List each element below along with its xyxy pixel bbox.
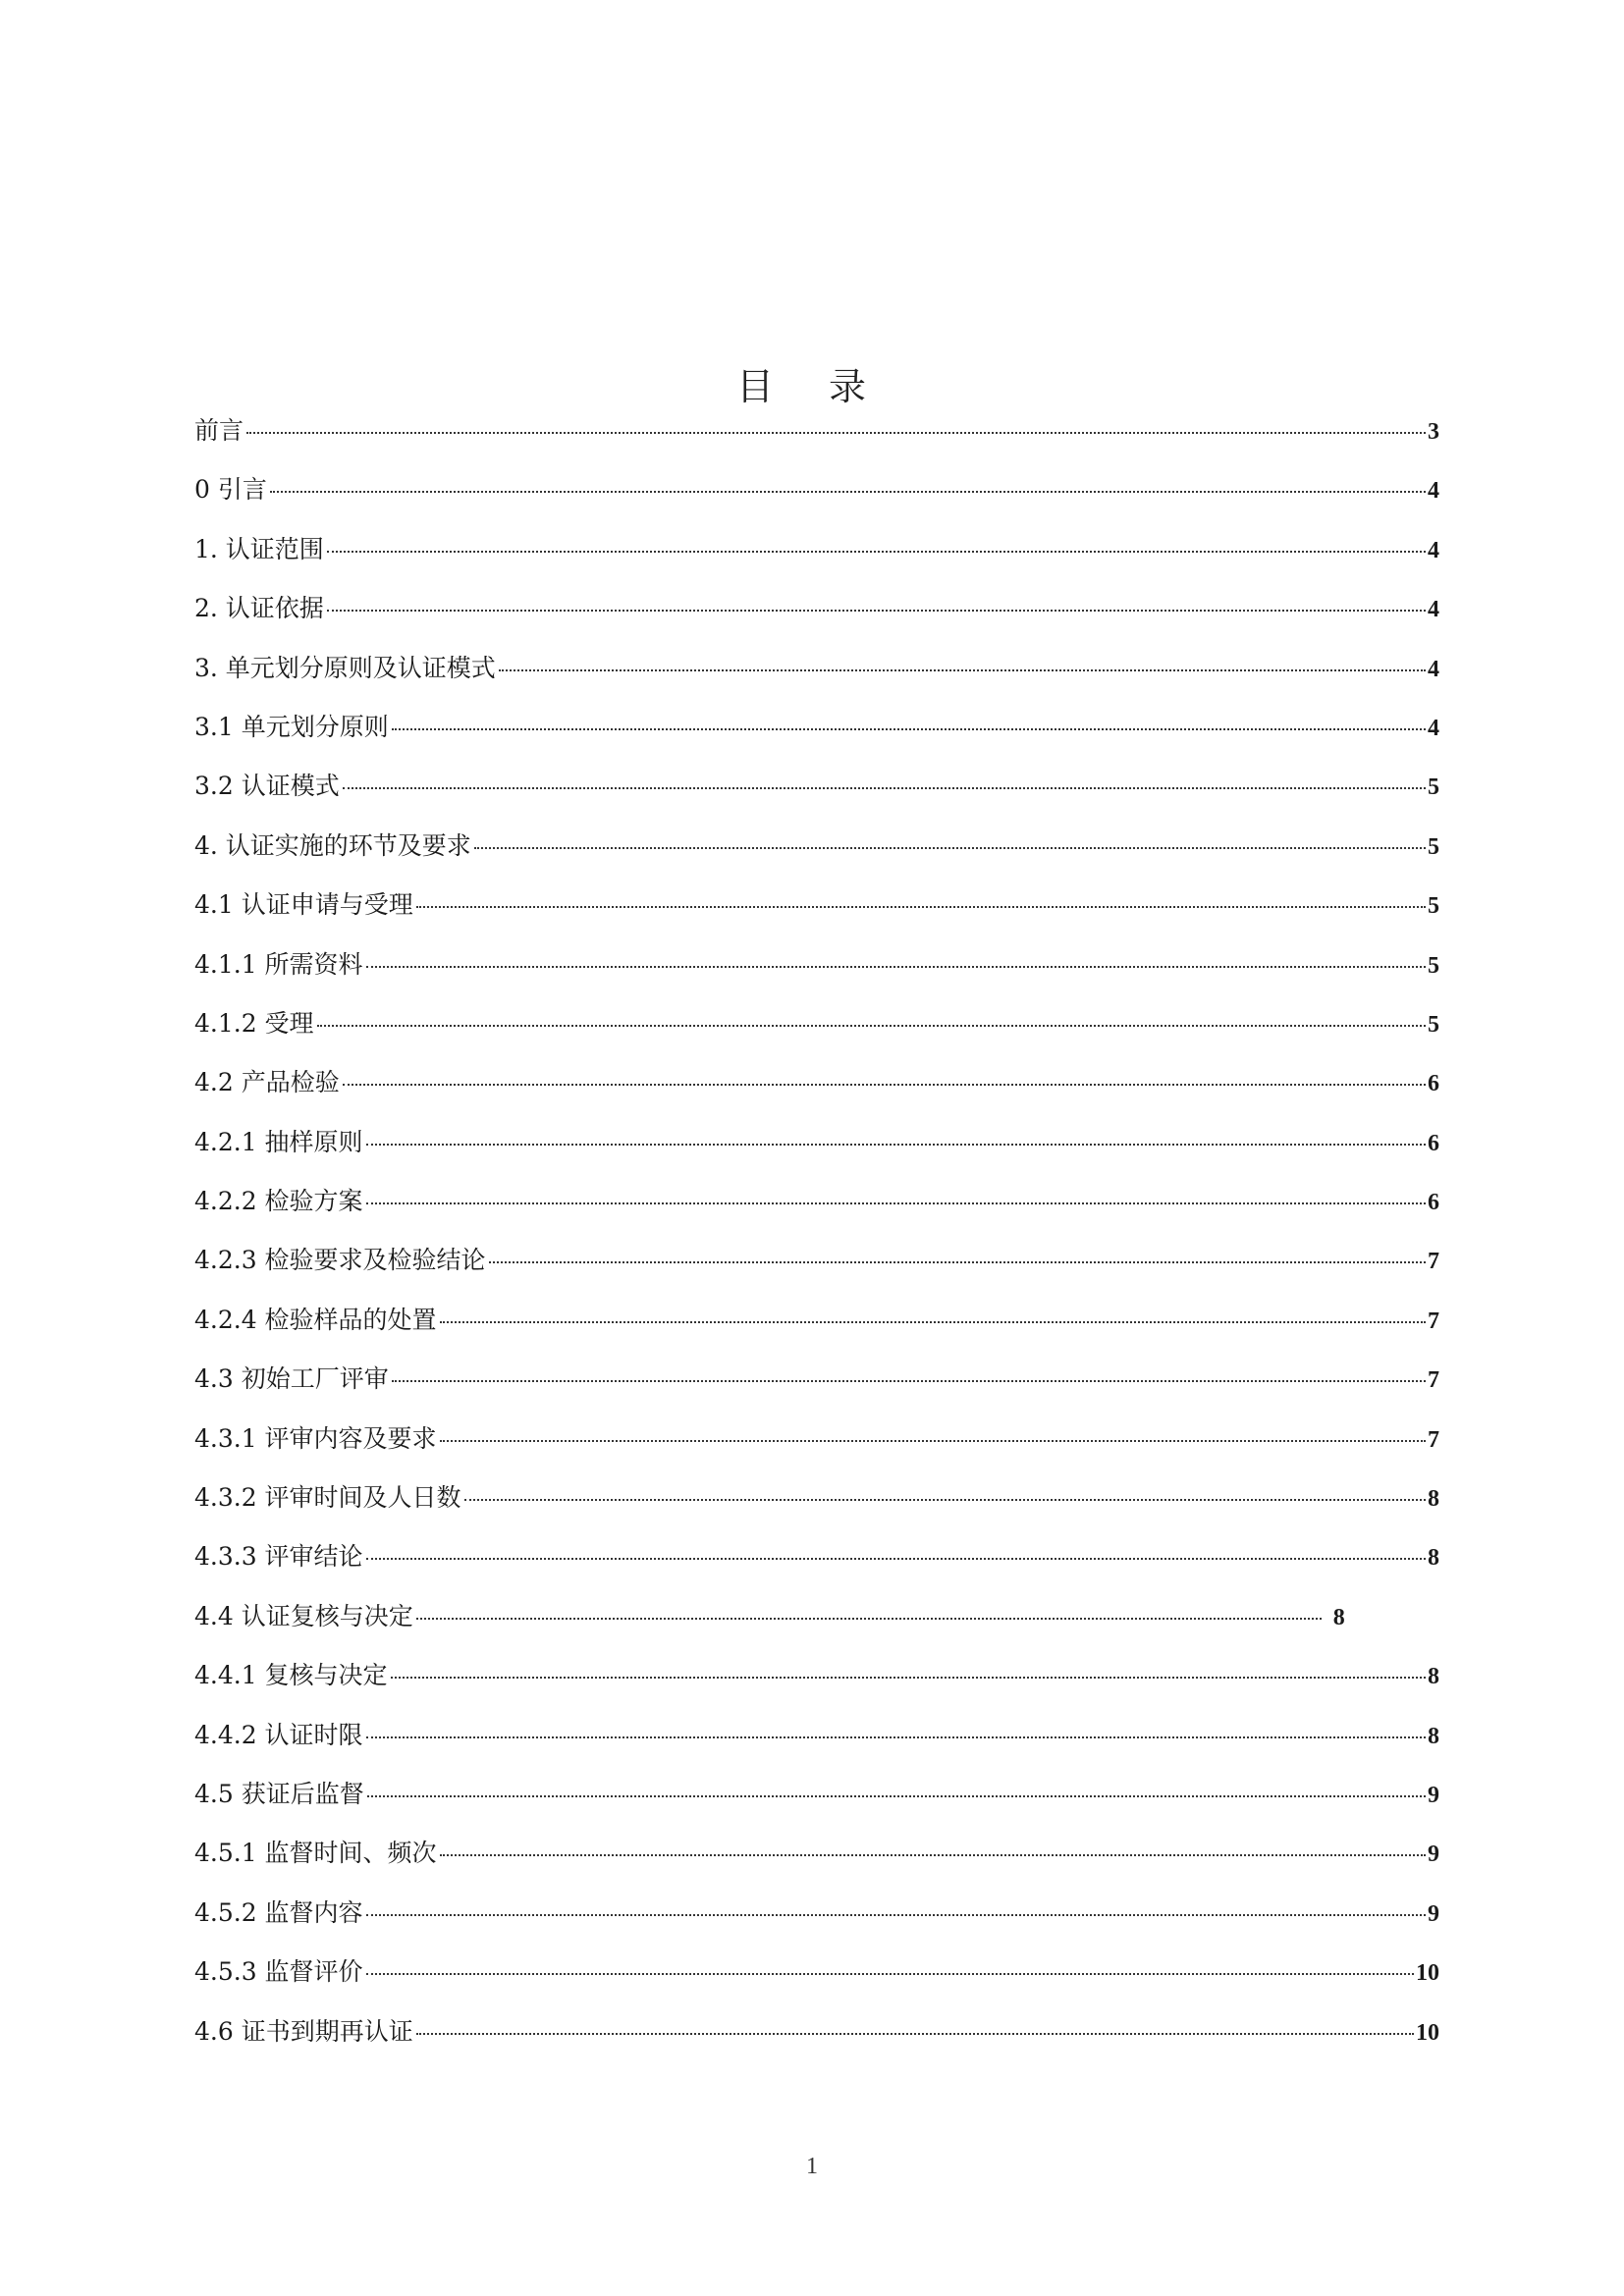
toc-entry-label: 4.4.2 认证时限 (194, 1720, 363, 1749)
toc-entry-label: 3. 单元划分原则及认证模式 (194, 653, 496, 682)
toc-entry-acceptance[interactable] (194, 1009, 1439, 1068)
toc-entry-label: 4.4 认证复核与决定 (194, 1601, 413, 1630)
toc-entry-certification-mode[interactable] (194, 772, 1439, 830)
toc-entry-foreword[interactable] (194, 416, 1439, 475)
toc-entry-label: 4.1.1 所需资料 (194, 949, 363, 979)
dot-leader (327, 610, 1426, 612)
toc-entry-page: 9 (1428, 1900, 1439, 1927)
toc-entry-factory-audit[interactable] (194, 1364, 1439, 1423)
toc-entry-surveillance-evaluation[interactable] (194, 1957, 1439, 2016)
toc-entry-basis[interactable] (194, 594, 1439, 653)
dot-leader (464, 1499, 1426, 1501)
dot-leader (392, 728, 1426, 730)
toc-entry-page: 4 (1428, 715, 1439, 741)
toc-entry-label: 4.5.1 监督时间、频次 (194, 1839, 437, 1868)
toc-entry-page: 6 (1428, 1130, 1439, 1156)
dot-leader (416, 906, 1426, 908)
toc-entry-unit-division[interactable] (194, 713, 1439, 772)
toc-entry-label: 4.6 证书到期再认证 (194, 2016, 413, 2046)
toc-entry-label: 4.2.2 检验方案 (194, 1187, 363, 1216)
toc-entry-label: 3.1 单元划分原则 (194, 712, 389, 741)
toc-entry-page: 4 (1428, 478, 1439, 505)
toc-entry-page: 4 (1428, 656, 1439, 682)
toc-entry-page: 8 (1428, 1545, 1439, 1572)
toc-entry-audit-conclusion[interactable] (194, 1542, 1439, 1601)
toc-entry-surveillance-content[interactable] (194, 1898, 1439, 1957)
toc-entry-surveillance[interactable] (194, 1780, 1439, 1839)
toc-entry-label: 4.5.2 监督内容 (194, 1897, 363, 1927)
toc-entry-label: 4.3.3 评审结论 (194, 1542, 363, 1572)
dot-leader (489, 1261, 1426, 1263)
toc-entry-introduction[interactable] (194, 475, 1439, 534)
toc-entry-label: 4.2.1 抽样原则 (194, 1127, 363, 1156)
dot-leader (474, 847, 1426, 849)
toc-entry-scope[interactable] (194, 535, 1439, 594)
toc-entry-review-decision[interactable] (194, 1602, 1439, 1661)
table-of-contents (194, 416, 1439, 2076)
toc-entry-page: 3 (1428, 419, 1439, 445)
dot-leader (343, 787, 1426, 789)
toc-entry-page: 7 (1428, 1367, 1439, 1394)
toc-entry-unit-division-and-mode[interactable] (194, 654, 1439, 713)
dot-leader (392, 1380, 1426, 1382)
toc-entry-label: 1. 认证范围 (194, 534, 324, 563)
dot-leader (246, 432, 1426, 434)
toc-entry-page: 5 (1428, 774, 1439, 801)
toc-entry-page: 6 (1428, 1071, 1439, 1097)
dot-leader (327, 551, 1426, 553)
dot-leader (366, 1736, 1426, 1738)
toc-entry-time-limit[interactable] (194, 1721, 1439, 1780)
toc-entry-label: 4.1 认证申请与受理 (194, 890, 413, 920)
toc-entry-test-plan[interactable] (194, 1187, 1439, 1246)
toc-entry-label: 4.2.4 检验样品的处置 (194, 1305, 437, 1334)
toc-entry-sampling[interactable] (194, 1128, 1439, 1187)
toc-entry-label: 3.2 认证模式 (194, 772, 340, 801)
dot-leader (366, 1144, 1426, 1146)
toc-entry-label: 4.3.1 评审内容及要求 (194, 1423, 437, 1453)
toc-entry-review-and-decision[interactable] (194, 1661, 1439, 1720)
toc-entry-page: 4 (1428, 537, 1439, 563)
dot-leader (366, 1202, 1426, 1204)
toc-entry-label: 4.5 获证后监督 (194, 1779, 364, 1808)
page-title: 目 录 (735, 365, 889, 409)
toc-entry-surveillance-frequency[interactable] (194, 1839, 1439, 1897)
dot-leader (366, 1973, 1414, 1975)
dot-leader (416, 1618, 1322, 1620)
toc-entry-page: 8 (1428, 1723, 1439, 1749)
dot-leader (366, 1914, 1426, 1916)
toc-entry-page: 10 (1416, 1960, 1439, 1987)
dot-leader (440, 1321, 1426, 1323)
toc-entry-page: 8 (1428, 1486, 1439, 1513)
dot-leader (416, 2033, 1414, 2035)
toc-entry-page: 5 (1428, 952, 1439, 979)
dot-leader (391, 1677, 1426, 1679)
toc-entry-page: 7 (1428, 1308, 1439, 1334)
toc-entry-audit-content[interactable] (194, 1424, 1439, 1483)
toc-entry-page: 6 (1428, 1190, 1439, 1216)
toc-entry-label: 4.4.1 复核与决定 (194, 1661, 388, 1690)
toc-entry-page: 10 (1416, 2019, 1439, 2046)
toc-entry-page: 8 (1332, 1604, 1345, 1630)
dot-leader (366, 966, 1426, 968)
toc-entry-product-testing[interactable] (194, 1068, 1439, 1127)
dot-leader (499, 669, 1426, 671)
toc-entry-page: 9 (1428, 1782, 1439, 1808)
toc-entry-page: 8 (1428, 1664, 1439, 1690)
toc-entry-page: 4 (1428, 597, 1439, 623)
dot-leader (440, 1440, 1426, 1442)
page-number: 1 (806, 2154, 818, 2179)
dot-leader (270, 491, 1426, 493)
toc-entry-audit-time[interactable] (194, 1483, 1439, 1542)
toc-entry-page: 5 (1428, 1011, 1439, 1038)
toc-entry-test-requirements[interactable] (194, 1246, 1439, 1305)
toc-entry-label: 0 引言 (194, 475, 267, 505)
toc-entry-implementation[interactable] (194, 831, 1439, 890)
toc-entry-label: 4.2 产品检验 (194, 1068, 340, 1097)
toc-entry-sample-disposal[interactable] (194, 1306, 1439, 1364)
dot-leader (317, 1025, 1426, 1027)
toc-entry-page: 5 (1428, 893, 1439, 920)
dot-leader (367, 1795, 1426, 1797)
dot-leader (366, 1558, 1426, 1560)
toc-entry-label: 4.3.2 评审时间及人日数 (194, 1483, 461, 1513)
dot-leader (440, 1854, 1426, 1856)
toc-entry-page: 7 (1428, 1249, 1439, 1275)
toc-entry-label: 2. 认证依据 (194, 594, 324, 623)
toc-entry-page: 9 (1428, 1842, 1439, 1868)
toc-entry-label: 4.1.2 受理 (194, 1008, 314, 1038)
toc-entry-label: 前言 (194, 416, 244, 445)
toc-entry-label: 4.3 初始工厂评审 (194, 1364, 389, 1394)
toc-entry-label: 4.5.3 监督评价 (194, 1957, 363, 1987)
toc-entry-page: 5 (1428, 833, 1439, 860)
toc-entry-label: 4.2.3 检验要求及检验结论 (194, 1246, 486, 1275)
dot-leader (343, 1084, 1426, 1086)
toc-entry-page: 7 (1428, 1426, 1439, 1453)
toc-entry-recertification[interactable] (194, 2017, 1439, 2076)
toc-entry-label: 4. 认证实施的环节及要求 (194, 830, 471, 860)
toc-entry-application[interactable] (194, 890, 1439, 949)
toc-entry-required-documents[interactable] (194, 950, 1439, 1009)
